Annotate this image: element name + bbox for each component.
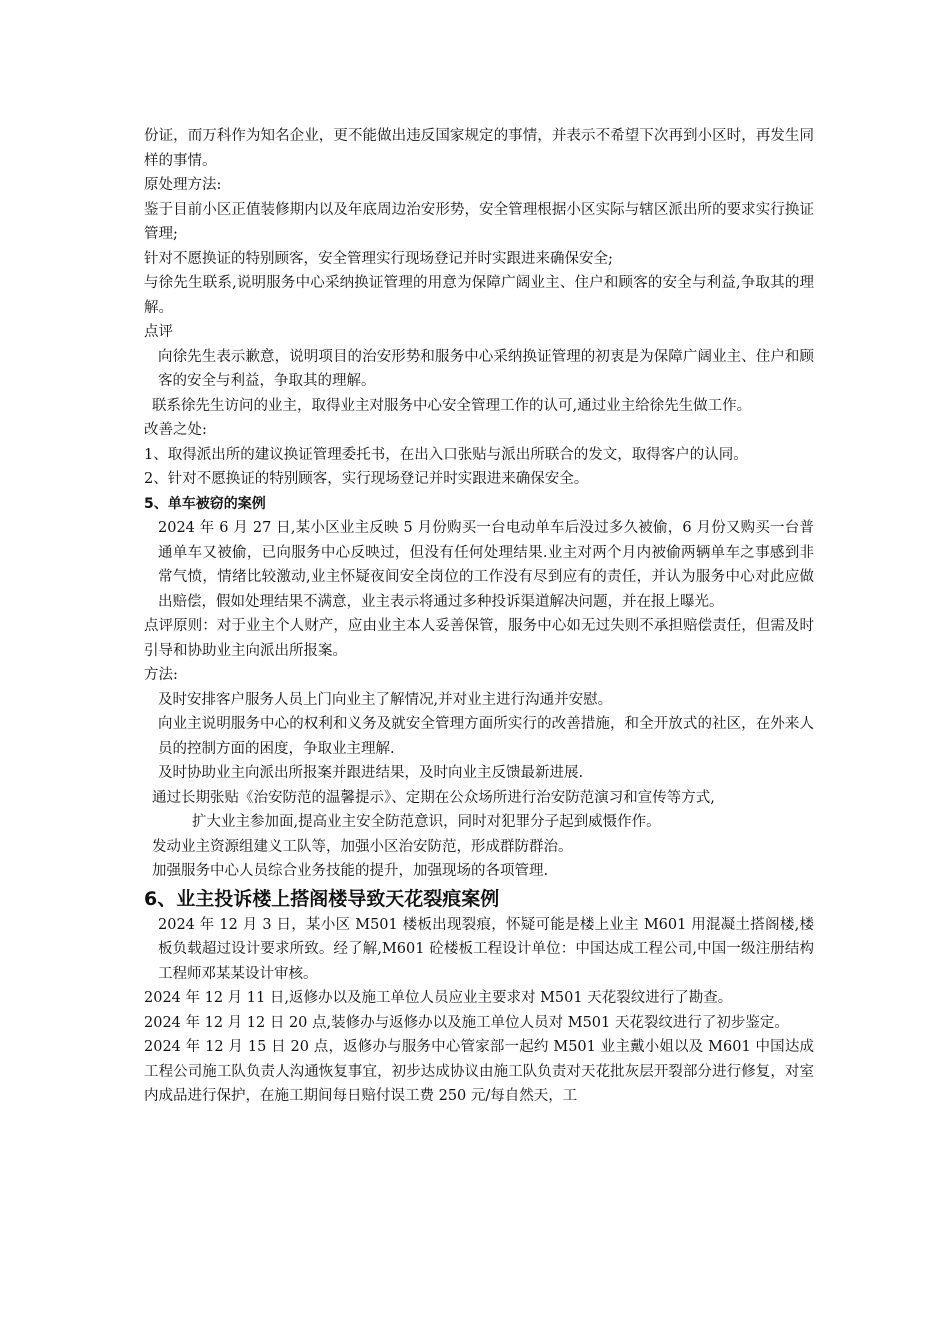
paragraph: 及时协助业主向派出所报案并跟进结果，及时向业主反馈最新进展. [158,765,584,781]
paragraph: 扩大业主参加面,提高业主安全防范意识，同时对犯罪分子起到威慑作作。 [192,814,661,830]
paragraph: 鉴于目前小区正值装修期内以及年底周边治安形势，安全管理根据小区实际与辖区派出所的要求实行换证管理; [144,201,814,242]
paragraph: 2024 年 12 月 11 日,返修办以及施工单位人员应业主要求对 M501 天花裂纹进行了勘查。 [144,990,733,1006]
paragraph: 发动业主资源组建义工队等，加强小区治安防范，形成群防群治。 [152,838,573,855]
section-label: 原处理方法: [144,177,222,193]
document-page [144,124,814,1109]
paragraph: 针对不愿换证的特别顾客，安全管理实行现场登记并时实跟进来确保安全; [144,250,613,267]
paragraph: 份证，而万科作为知名企业，更不能做出违反国家规定的事情，并表示不希望下次再到小区时，再发生同样的事情。 [144,128,814,169]
list-item: 2、针对不愿换证的特别顾客，实行现场登记并时实跟进来确保安全。 [144,471,589,487]
paragraph: 2024 年 12 月 3 日，某小区 M501 楼板出现裂痕，怀疑可能是楼上业主 M601 用混凝土搭阁楼,楼板负载超过设计要求所致。经了解,M601 砼楼板工程设计单位：中国达成工程公司,中国一级注册结构工程师邓某某设计审核。 [158,916,814,982]
paragraph: 联系徐先生访问的业主，取得业主对服务中心安全管理工作的认可,通过业主给徐先生做工作。 [152,397,752,414]
paragraph: 2024 年 12 月 12 日 20 点,装修办与返修办以及施工单位人员对 M501 天花裂纹进行了初步鉴定。 [144,1014,789,1031]
section-heading: 5、单车被窃的案例 [144,495,266,512]
paragraph: 向业主说明服务中心的权利和义务及就安全管理方面所实行的改善措施，和全开放式的社区，在外来人员的控制方面的困度，争取业主理解. [158,716,814,757]
section-heading: 6、业主投诉楼上搭阁楼导致天花裂痕案例 [144,887,500,910]
section-label: 改善之处: [144,422,207,438]
paragraph: 2024 年 6 月 27 日,某小区业主反映 5 月份购买一台电动单车后没过多久被偷，6 月份又购买一台普通单车又被偷，已向服务中心反映过，但没有任何处理结果.业主对两个月内被偷两辆单车之事感到非常气愤，情绪比较激动,业主怀疑夜间安全岗位的工作没有尽到应有的责任，并认为服务中心对此应做出赔偿，假如处理结果不满意，业主表示将通过多种投诉渠道解决问题，并在报上曝光。 [158,520,814,610]
list-item: 1、取得派出所的建议换证管理委托书，在出入口张贴与派出所联合的发文，取得客户的认同。 [144,446,748,463]
paragraph: 2024 年 12 月 15 日 20 点，返修办与服务中心管家部一起约 M501 业主戴小姐以及 M601 中国达成工程公司施工队负责人沟通恢复事宜，初步达成协议由施工队负责对天花批灰层开裂部分进行修复，对室内成品进行保护，在施工期间每日赔付误工费 250 元/每自然天，工 [144,1039,814,1104]
paragraph: 加强服务中心人员综合业务技能的提升，加强现场的各项管理. [152,863,549,879]
paragraph: 及时安排客户服务人员上门向业主了解情况,并对业主进行沟通并安慰。 [158,691,613,708]
paragraph: 与徐先生联系,说明服务中心采纳换证管理的用意为保障广阔业主、住户和顾客的安全与利益,争取其的理解。 [144,275,814,316]
paragraph: 向徐先生表示歉意，说明项目的治安形势和服务中心采纳换证管理的初衷是为保障广阔业主、住户和顾客的安全与利益，争取其的理解。 [158,348,814,389]
section-label: 点评 [144,324,173,340]
section-label: 方法: [144,667,178,683]
paragraph: 通过长期张贴《治安防范的温馨提示》、定期在公众场所进行治安防范演习和宣传等方式, [152,789,715,806]
paragraph: 点评原则：对于业主个人财产，应由业主本人妥善保管，服务中心如无过失则不承担赔偿责任，但需及时引导和协助业主向派出所报案。 [144,618,814,659]
